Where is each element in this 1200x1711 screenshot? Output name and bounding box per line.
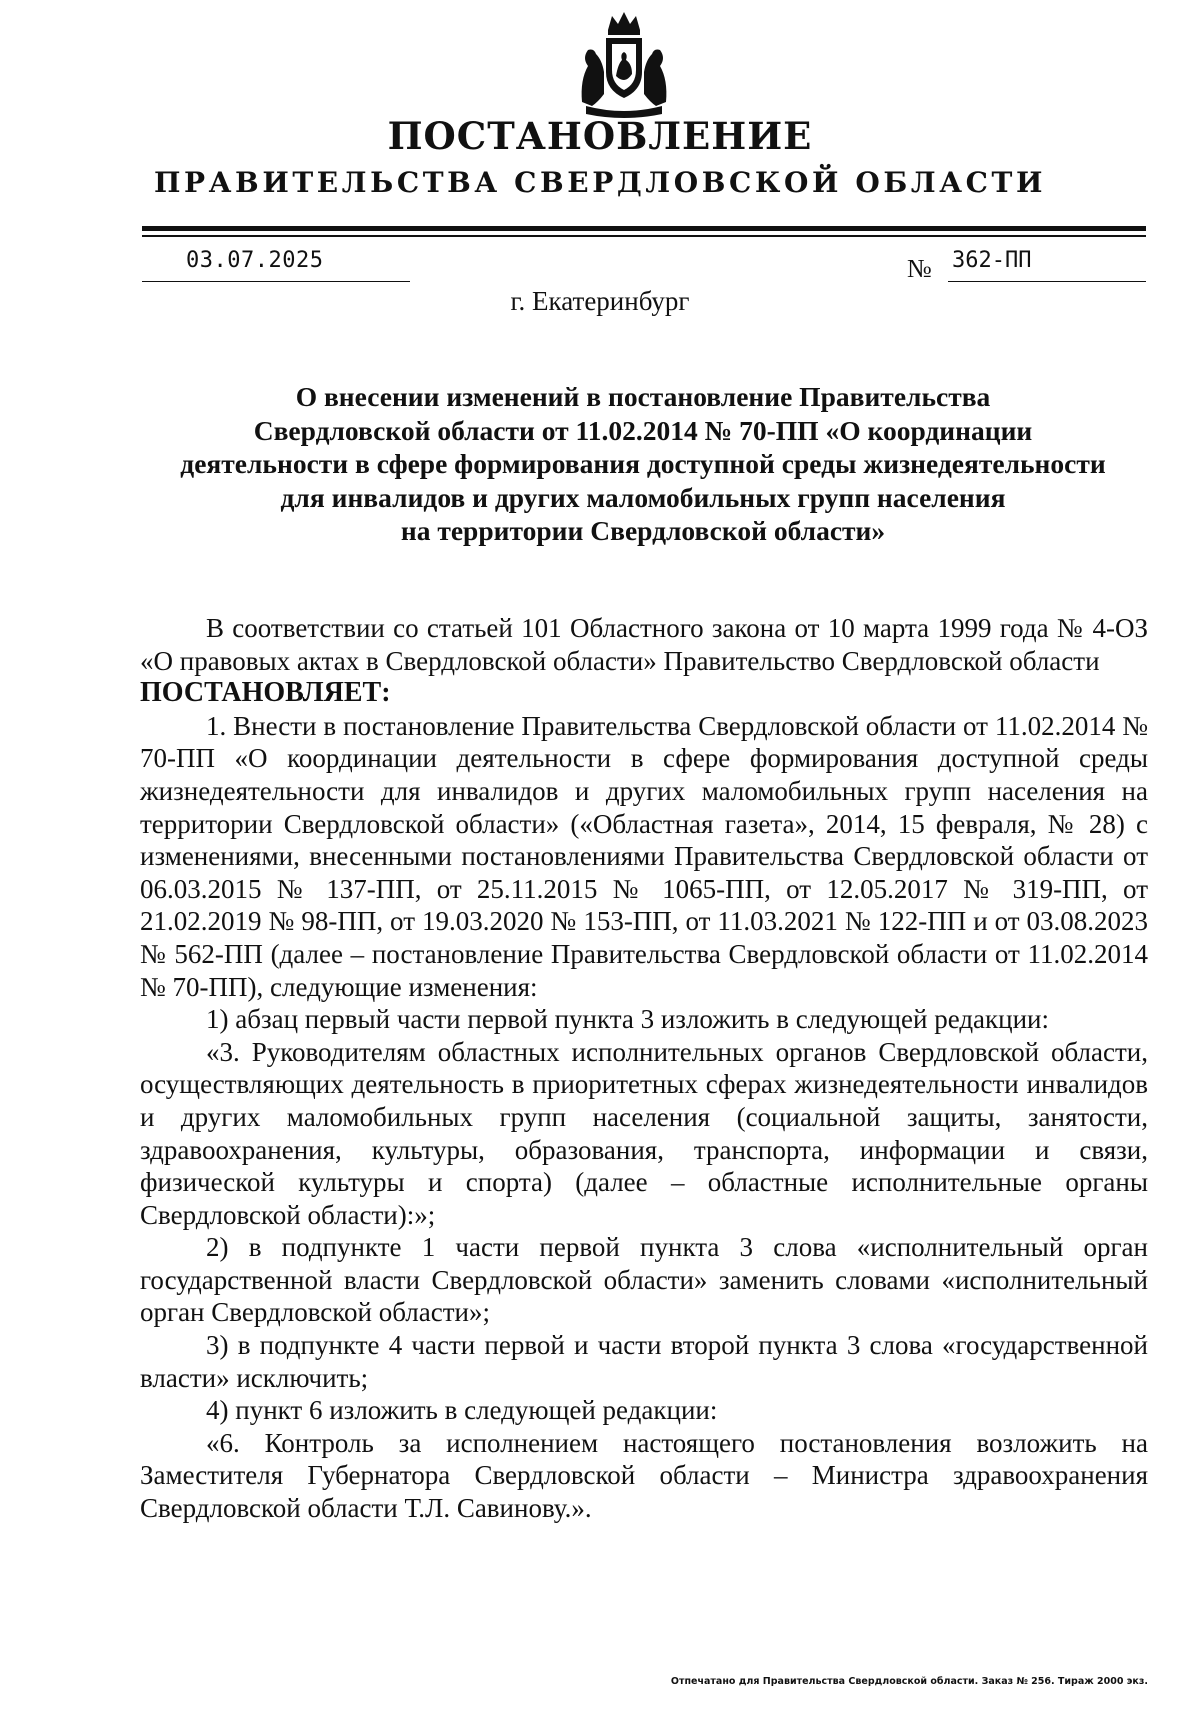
body-paragraph: 2) в подпункте 1 части первой пункта 3 слова «исполнительный орган государственной власти Свердловской области» заменить словами «исполнительный орган Свердловской области»; bbox=[140, 1232, 1148, 1328]
body-paragraph: «6. Контроль за исполнением настоящего постановления возложить на Заместителя Губернатора Свердловской области – Министра здравоохранения Свердловской области Т.Л. Савинову.». bbox=[140, 1427, 1148, 1524]
header-divider-thick bbox=[142, 226, 1146, 231]
heading-line: на территории Свердловской области» bbox=[400, 515, 886, 546]
document-number: 362-ПП bbox=[952, 248, 1032, 273]
heading-line: для инвалидов и других маломобильных групп населения bbox=[280, 481, 1006, 513]
document-date: 03.07.2025 bbox=[186, 248, 324, 273]
document-body bbox=[140, 612, 1148, 1525]
heading-line: Свердловской области от 11.02.2014 № 70-ПП «О координации bbox=[253, 414, 1033, 446]
body-paragraph: 1) абзац первый части первой пункта 3 изложить в следующей редакции: bbox=[206, 1004, 1050, 1035]
number-underline bbox=[948, 281, 1146, 282]
body-paragraph: 3) в подпункте 4 части первой и части второй пункта 3 слова «государственной власти» исключить; bbox=[140, 1330, 1148, 1393]
document-heading bbox=[140, 380, 1146, 548]
body-paragraph: «3. Руководителям областных исполнительных органов Свердловской области, осуществляющих деятельность в приоритетных сферах жизнедеятельности инвалидов и других маломобильных групп населения (социальной защиты, занятости, здравоохранения, культуры, образования, транспорта, информации и связи, физической культуры и спорта) (далее – областные исполнительные органы Свердловской области):»; bbox=[140, 1036, 1148, 1230]
document-city: г. Екатеринбург bbox=[510, 286, 690, 316]
heading-line: деятельности в сфере формирования доступной среды жизнедеятельности bbox=[180, 448, 1106, 479]
header-divider-thin bbox=[142, 235, 1146, 237]
decree-word: ПОСТАНОВЛЯЕТ: bbox=[140, 677, 391, 709]
body-paragraph: 4) пункт 6 изложить в следующей редакции: bbox=[206, 1395, 718, 1426]
number-sign: № bbox=[907, 254, 932, 283]
print-note: Отпечатано для Правительства Свердловской области. Заказ № 256. Тираж 2000 экз. bbox=[670, 1676, 1148, 1687]
date-underline bbox=[142, 281, 410, 282]
document-type-title: ПОСТАНОВЛЕНИЕ bbox=[387, 114, 813, 158]
heading-line: О внесении изменений в постановление Правительства bbox=[295, 381, 991, 412]
body-paragraph: 1. Внести в постановление Правительства Свердловской области от 11.02.2014 № 70-ПП «О координации деятельности в сфере формирования доступной среды жизнедеятельности для инвалидов и других маломобильных групп населения на территории Свердловской области» («Областная газета», 2014, 15 февраля, № 28) с изменениями, внесенными постановлениями Правительства Свердловской области от 06.03.2015 № 137-ПП, от 25.11.2015 № 1065-ПП, от 12.05.2017 № 319-ПП, от 21.02.2019 № 98-ПП, от 19.03.2020 № 153-ПП, от 11.03.2021 № 122-ПП и от 03.08.2023 № 562-ПП (далее – постановление Правительства Свердловской области от 11.02.2014 № 70-ПП), следующие изменения: bbox=[140, 710, 1148, 1002]
coat-of-arms-icon bbox=[572, 10, 676, 122]
preamble-paragraph: В соответствии со статьей 101 Областного закона от 10 марта 1999 года № 4-ОЗ «О правовых актах в Свердловской области» Правительство Свердловской области bbox=[140, 613, 1148, 676]
issuer-title: ПРАВИТЕЛЬСТВА СВЕРДЛОВСКОЙ ОБЛАСТИ bbox=[153, 166, 1047, 199]
